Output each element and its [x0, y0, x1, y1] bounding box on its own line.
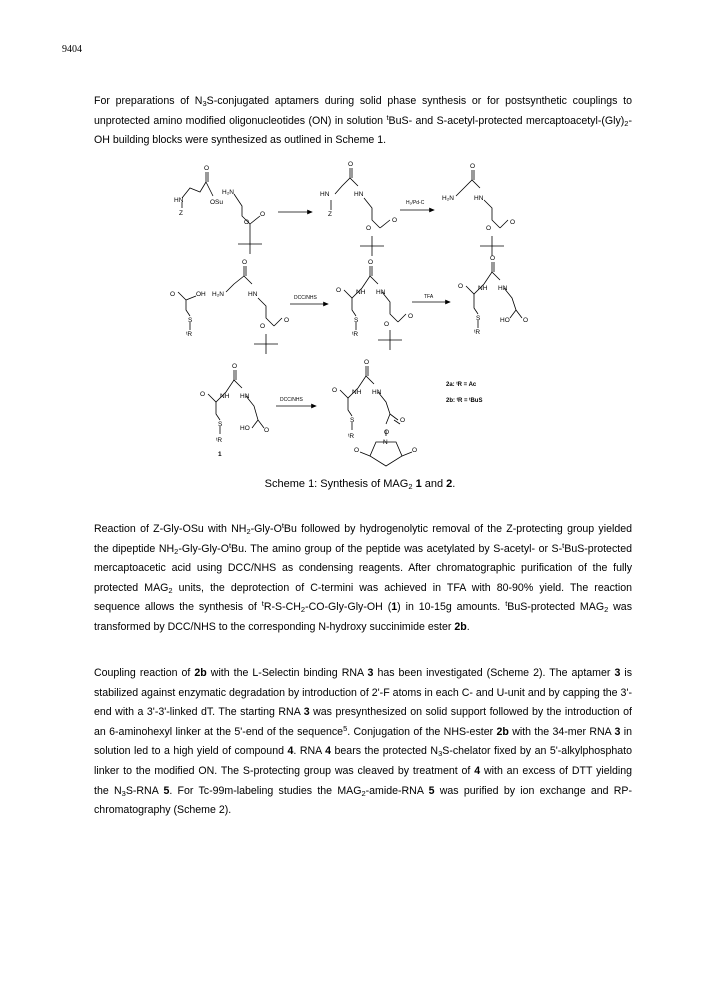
bond-line [274, 318, 282, 326]
reagent-label: TFA [424, 294, 434, 300]
legend-2a: 2a: ᵗR = Ac [446, 382, 477, 388]
atom-label: HN [498, 285, 508, 292]
bond-line [258, 298, 274, 326]
atom-label: ᵗR [474, 329, 481, 336]
reagent-label: H₂/Pd-C [406, 200, 425, 206]
atom-label: S [218, 421, 223, 428]
atom-label: O [348, 161, 354, 168]
atom-label: HN [372, 389, 382, 396]
bond-line [382, 292, 398, 322]
atom-label: O [408, 313, 414, 320]
bond-line [378, 392, 390, 424]
atom-label: H₂N [442, 195, 454, 202]
atom-label: OH [196, 291, 206, 298]
atom-label: S [476, 315, 481, 322]
atom-label: NH [352, 389, 362, 396]
body-paragraph-synthesis: Reaction of Z-Gly-OSu with $NH_2-Gly-O^tBu$ followed by hydrogenolytic removal of the Z-protecting group yielded the dipeptide $NH_2-Gly-Gly-O^tBu$. The amino group of the peptide was acetylated by S-acetyl- or S-$^t$BuS-protected mercaptoacetic acid using DCC/NHS as condensing reagents. After chromatographic purification of the fully protected $MAG_2$ units, the deprotection of C-termini was achieved in TFA with 80-90% yield. The reaction sequence allows the synthesis of $^tR-S-CH_2-CO-Gly-Gly-OH$ (1) in 10-15g amounts. $^t$BuS-protected $MAG_2$ was transformed by DCC/NHS to the corresponding N-hydroxy succinimide ester 2b. [94, 521, 632, 633]
bond-line [474, 294, 478, 314]
atom-label: ᵗR [348, 433, 355, 440]
atom-label: O [384, 429, 390, 436]
bond-line [364, 198, 380, 228]
atom-label: O [354, 447, 360, 454]
compound-number: 1 [218, 451, 222, 458]
atom-label: HN [174, 197, 184, 204]
bond-line [390, 414, 398, 420]
atom-label: O [510, 219, 516, 226]
atom-label: O [204, 165, 210, 172]
legend-2b: 2b: ᵗR = ᵗBuS [446, 398, 483, 404]
atom-label: O [366, 225, 372, 232]
atom-label: O [284, 317, 290, 324]
bond-line [186, 296, 196, 300]
atom-label: O [170, 291, 176, 298]
page-number: 9404 [62, 44, 82, 55]
bond-line [252, 420, 258, 428]
atom-label: O [368, 259, 374, 266]
atom-label: Z [328, 211, 332, 218]
bond-line [182, 182, 206, 198]
bond-line [398, 314, 406, 322]
atom-label: HN [376, 289, 386, 296]
bond-line [510, 310, 516, 318]
atom-label: S [354, 317, 359, 324]
atom-label: HN [240, 393, 250, 400]
bond-line [250, 216, 260, 224]
bond-line [352, 298, 356, 316]
reagent-label: DCC/NHS [294, 295, 317, 301]
atom-label: HN [320, 191, 330, 198]
body-paragraph-coupling: Coupling reaction of 2b with the L-Selectin binding RNA 3 has been investigated (Scheme 2). The aptamer 3 is stabilized against enzymatic degradation by introduction of 2'-F atoms in each C- and U-unit and by capping the 3'-end with a 3'-3'-linked dT. The starting RNA 3 was presynthesized on solid support followed by the introduction of an 6-aminohexyl linker at the 5'-end of the sequence$^5$. Conjugation of the NHS-ester 2b with the 34-mer RNA 3 in solution led to a high yield of compound 4. RNA 4 bears the protected $N_3S$-chelator fixed by an 5'-alkylphosphato linker to the modified ON. The S-protecting group was cleaved by treatment of 4 with an excess of DTT yielding the $N_3S$-RNA 5. For Tc-99m-labeling studies the $MAG_2-amide$-RNA 5 was purified by ion exchange and RP-chromatography (Scheme 2). [94, 667, 633, 817]
bond-line [226, 276, 252, 292]
reagent-label: DCC/NHS [280, 397, 303, 403]
bond-line [500, 220, 508, 228]
atom-label: O [490, 255, 496, 262]
atom-label: O [412, 447, 418, 454]
bond-line [380, 220, 390, 228]
atom-label: O [232, 363, 238, 370]
atom-label: O [242, 259, 248, 266]
atom-label: ᵗR [186, 331, 193, 338]
atom-label: HO [500, 317, 510, 324]
bond-line [456, 180, 480, 196]
bond-line [360, 452, 370, 456]
atom-label: N [383, 439, 388, 446]
atom-label: HN [248, 291, 258, 298]
bond-line [206, 182, 213, 196]
atom-label: O [336, 287, 342, 294]
atom-label: O [392, 217, 398, 224]
bond-line [348, 398, 352, 416]
atom-label: HN [354, 191, 364, 198]
atom-label: ᵗR [216, 437, 223, 444]
bond-line [216, 402, 220, 420]
atom-label: O [486, 225, 492, 232]
atom-label: O [384, 321, 390, 328]
scheme-caption: Scheme 1: Synthesis of $MAG_2$ 1 and 2. [264, 478, 456, 491]
atom-label: O [458, 283, 464, 290]
atom-label: O [400, 417, 406, 424]
bond-line [246, 396, 264, 428]
atom-label: Z [179, 210, 183, 217]
atom-label: OSu [210, 199, 224, 206]
atom-label: O [260, 323, 266, 330]
atom-label: ᵗR [352, 331, 359, 338]
atom-label: S [188, 317, 193, 324]
atom-label: H₂N [212, 291, 224, 298]
atom-label: O [364, 359, 370, 366]
atom-label: O [523, 317, 529, 324]
atom-label: O [264, 427, 270, 434]
atom-label: HN [474, 195, 484, 202]
atom-label: NH [356, 289, 366, 296]
atom-label: O [200, 391, 206, 398]
atom-label: NH [220, 393, 230, 400]
atom-label: S [350, 417, 355, 424]
scheme-1-figure [150, 158, 550, 470]
bond-line [178, 292, 190, 316]
atom-label: H₂N [222, 189, 234, 196]
atom-label: O [332, 387, 338, 394]
bond-line [402, 452, 412, 456]
intro-paragraph: For preparations of $N_3S$-conjugated aptamers during solid phase synthesis or for postsynthetic couplings to unprotected amino modified oligonucleotides (ON) in solution $^t$BuS- and S-acetyl-protected mercaptoacetyl-$(Gly)_2-OH$ building blocks were synthesized as outlined in Scheme 1. [94, 95, 632, 147]
atom-label: NH [478, 285, 488, 292]
atom-label: O [244, 219, 250, 226]
bond-line [484, 200, 500, 228]
atom-label: HO [240, 425, 250, 432]
atom-label: O [470, 163, 476, 170]
atom-label: O [260, 211, 266, 218]
